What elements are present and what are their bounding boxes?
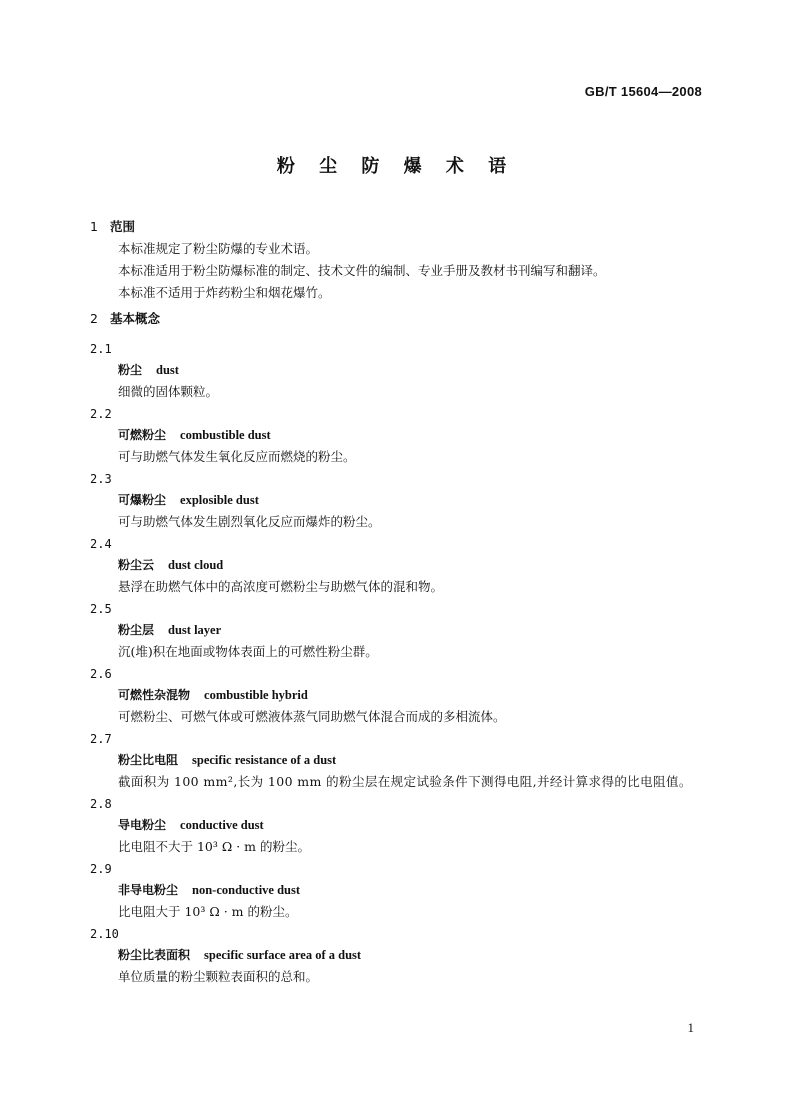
term-number: 2.4 <box>90 537 112 551</box>
term-chinese: 导电粉尘 <box>118 818 167 832</box>
term-name <box>90 619 706 641</box>
term-definition: 比电阻不大于 10³ Ω · m 的粉尘。 <box>118 839 310 854</box>
term-entry <box>90 339 706 403</box>
term-entry <box>90 599 706 663</box>
term-number: 2.7 <box>90 732 112 746</box>
term-english: non-conductive dust <box>192 883 301 897</box>
document-body <box>90 216 706 989</box>
term-number: 2.3 <box>90 472 112 486</box>
term-number: 2.10 <box>90 927 119 941</box>
term-definition: 沉(堆)积在地面或物体表面上的可燃性粉尘群。 <box>118 644 378 659</box>
section-heading <box>90 308 706 330</box>
term-entry <box>90 664 706 728</box>
term-english: combustible hybrid <box>204 688 308 702</box>
term-name <box>90 814 706 836</box>
term-entry <box>90 534 706 598</box>
term-chinese: 粉尘 <box>118 363 143 377</box>
term-english: conductive dust <box>180 818 264 832</box>
term-english: specific resistance of a dust <box>192 753 337 767</box>
section-number: 2 <box>90 311 98 326</box>
term-chinese: 粉尘云 <box>118 558 155 572</box>
term-english: dust layer <box>168 623 222 637</box>
page-title: 粉 尘 防 爆 术 语 <box>276 156 516 177</box>
term-entry <box>90 729 706 793</box>
term-entry <box>90 859 706 923</box>
term-name <box>90 489 706 511</box>
term-name <box>90 944 706 966</box>
term-definition: 细微的固体颗粒。 <box>118 384 219 399</box>
term-english: specific surface area of a dust <box>204 948 362 962</box>
term-entry <box>90 924 706 988</box>
term-name <box>90 359 706 381</box>
term-chinese: 粉尘比电阻 <box>118 753 179 767</box>
page-number: 1 <box>687 1020 694 1035</box>
document-code: GB/T 15604—2008 <box>584 84 702 99</box>
term-english: dust <box>156 363 179 377</box>
term-chinese: 非导电粉尘 <box>118 883 179 897</box>
paragraph: 本标准适用于粉尘防爆标准的制定、技术文件的编制、专业手册及教材书刊编写和翻译。 <box>118 263 606 278</box>
term-english: dust cloud <box>168 558 224 572</box>
term-chinese: 粉尘层 <box>118 623 155 637</box>
term-definition: 单位质量的粉尘颗粒表面积的总和。 <box>118 969 319 984</box>
term-definition: 可与助燃气体发生剧烈氧化反应而爆炸的粉尘。 <box>118 514 381 529</box>
term-definition: 比电阻大于 10³ Ω · m 的粉尘。 <box>118 904 298 919</box>
paragraph: 本标准规定了粉尘防爆的专业术语。 <box>118 241 319 256</box>
section-scope <box>90 216 706 304</box>
term-name <box>90 554 706 576</box>
term-name <box>90 424 706 446</box>
term-name <box>90 684 706 706</box>
section-title: 范围 <box>110 219 136 234</box>
term-english: combustible dust <box>180 428 271 442</box>
term-number: 2.2 <box>90 407 112 421</box>
term-chinese: 可燃性杂混物 <box>118 688 191 702</box>
section-basic-concepts <box>90 308 706 988</box>
section-title: 基本概念 <box>110 311 161 326</box>
term-number: 2.8 <box>90 797 112 811</box>
term-number: 2.5 <box>90 602 112 616</box>
term-entry <box>90 794 706 858</box>
term-definition: 悬浮在助燃气体中的高浓度可燃粉尘与助燃气体的混和物。 <box>118 579 444 594</box>
term-entry <box>90 469 706 533</box>
term-chinese: 可爆粉尘 <box>118 493 167 507</box>
term-entry <box>90 404 706 468</box>
term-english: explosible dust <box>180 493 259 507</box>
term-name <box>90 749 706 771</box>
term-number: 2.6 <box>90 667 112 681</box>
term-chinese: 粉尘比表面积 <box>118 948 191 962</box>
term-name <box>90 879 706 901</box>
section-heading <box>90 216 706 238</box>
term-chinese: 可燃粉尘 <box>118 428 167 442</box>
term-definition: 可与助燃气体发生氧化反应而燃烧的粉尘。 <box>118 449 356 464</box>
paragraph: 本标准不适用于炸药粉尘和烟花爆竹。 <box>118 285 331 300</box>
term-definition: 截面积为 100 mm²,长为 100 mm 的粉尘层在规定试验条件下测得电阻,并经计算求得的比电阻值。 <box>118 774 692 789</box>
term-number: 2.1 <box>90 342 112 356</box>
term-number: 2.9 <box>90 862 112 876</box>
term-definition: 可燃粉尘、可燃气体或可燃液体蒸气同助燃气体混合而成的多相流体。 <box>118 709 506 724</box>
section-number: 1 <box>90 219 98 234</box>
